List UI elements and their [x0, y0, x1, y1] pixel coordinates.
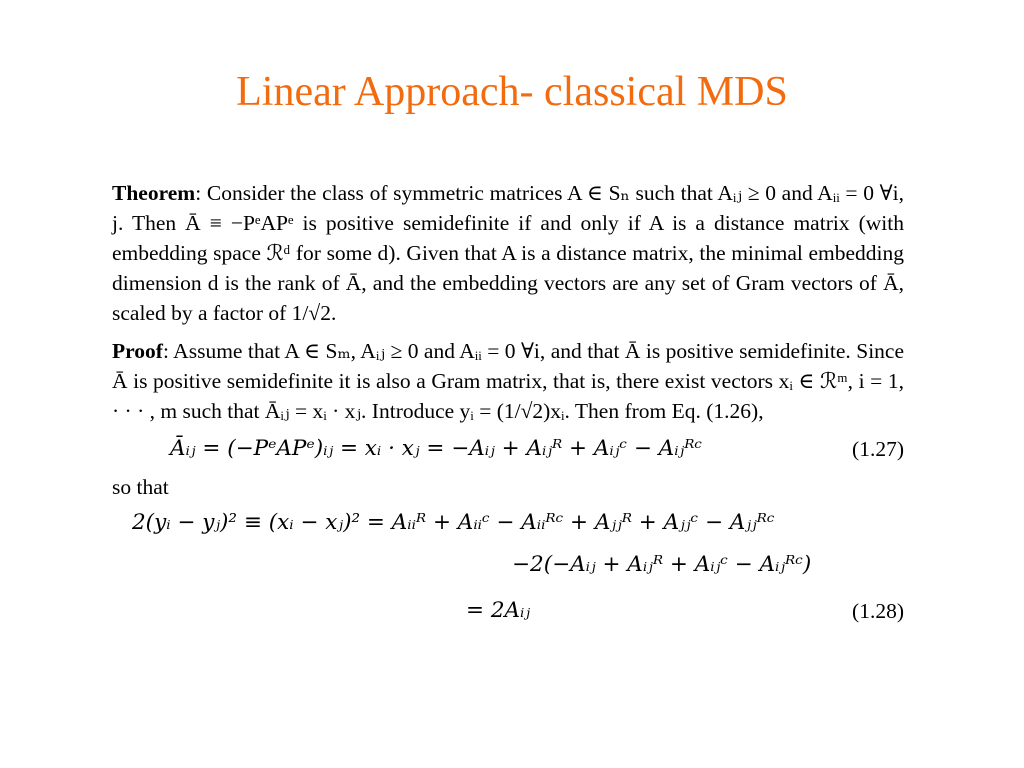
slide-content — [112, 178, 904, 630]
equation-1-28-line-1: 2(yᵢ − yⱼ)² ≡ (xᵢ − xⱼ)² = Aᵢᵢᴿ + Aᵢᵢᶜ − Aᵢᵢᴿᶜ + Aⱼⱼᴿ + Aⱼⱼᶜ − Aⱼⱼᴿᶜ — [132, 510, 775, 535]
equation-1-28-number: (1.28) — [852, 599, 904, 623]
proof-text: : Assume that A ∈ Sₘ, Aᵢⱼ ≥ 0 and Aᵢᵢ = 0 ∀i, and that Ā is positive semidefinite. Since Ā is positive semidefinite it is also a Gram matrix, that is, there exist vectors xᵢ ∈ ℛᵐ, i = 1, · · · , m such that Āᵢⱼ = xᵢ · xⱼ. Introduce yᵢ = (1/√2)xᵢ. Then from Eq. (1.26), — [112, 339, 904, 423]
equation-1-28-line-2: −2(−Aᵢⱼ + Aᵢⱼᴿ + Aᵢⱼᶜ − Aᵢⱼᴿᶜ) — [512, 552, 812, 577]
so-that-text: so that — [112, 475, 169, 499]
equation-1-27 — [112, 426, 904, 470]
theorem-text: : Consider the class of symmetric matrices A ∈ Sₙ such that Aᵢⱼ ≥ 0 and Aᵢᵢ = 0 ∀i, j. Then Ā ≡ −PᵉAPᵉ is positive semidefinite if and only if A is a distance matrix (with embedding space ℛᵈ for some d). Given that A is a distance matrix, the minimal embedding dimension d is the rank of Ā, and the embedding vectors are any set of Gram vectors of Ā, scaled by a factor of 1/√2. — [112, 181, 904, 325]
theorem-paragraph — [112, 178, 904, 328]
equation-1-27-number: (1.27) — [852, 437, 904, 461]
theorem-label: Theorem — [112, 181, 196, 205]
slide-title: Linear Approach- classical MDS — [236, 69, 788, 115]
equation-1-27-expression: Āᵢⱼ = (−PᵉAPᵉ)ᵢⱼ = xᵢ · xⱼ = −Aᵢⱼ + Aᵢⱼᴿ + Aᵢⱼᶜ − Aᵢⱼᴿᶜ — [170, 436, 702, 461]
proof-paragraph — [112, 336, 904, 426]
equation-1-28 — [112, 508, 904, 630]
proof-label: Proof — [112, 339, 163, 363]
equation-1-28-line-3: = 2Aᵢⱼ — [466, 598, 531, 623]
